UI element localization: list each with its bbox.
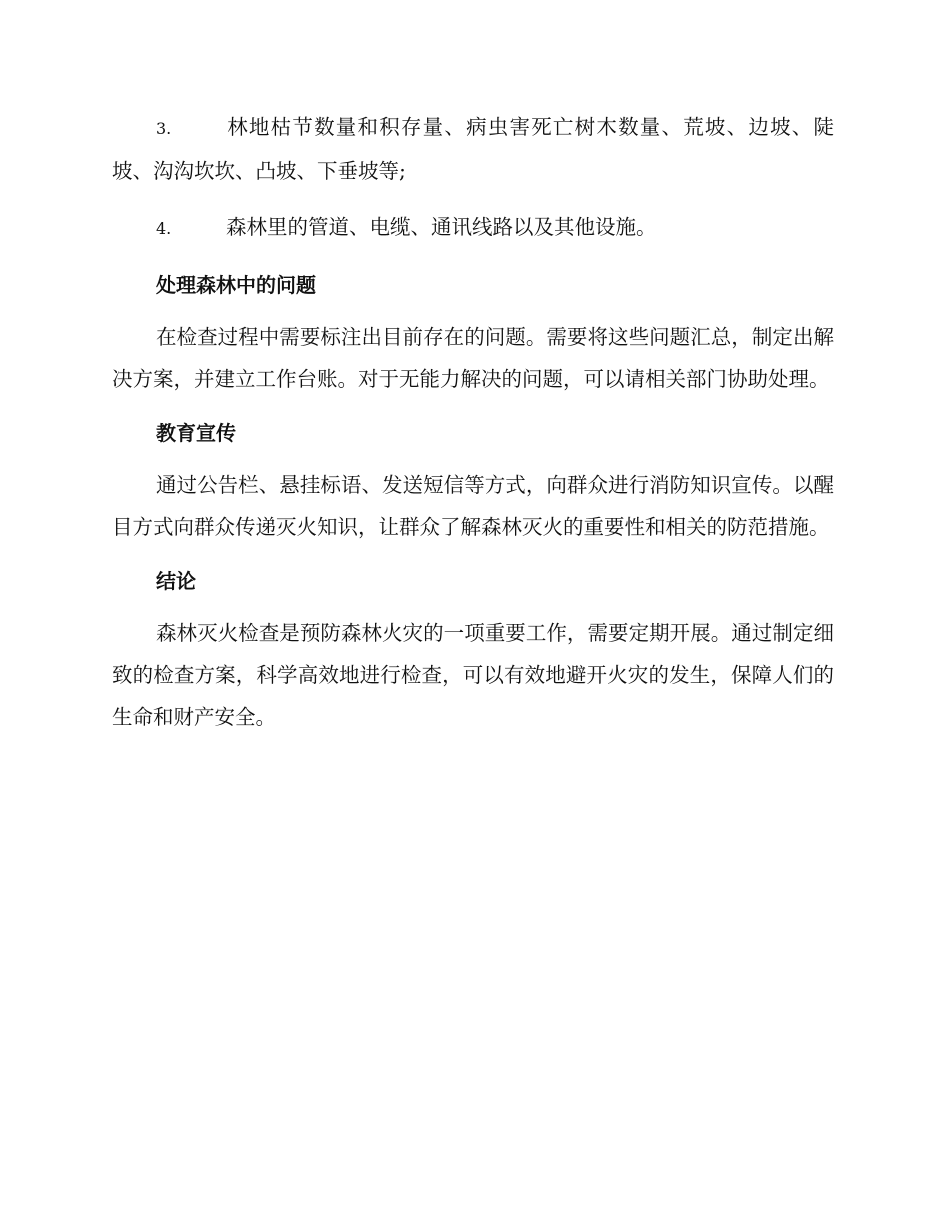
list-number: 3. — [156, 119, 172, 138]
section-heading-problems: 处理森林中的问题 — [156, 273, 316, 297]
section-paragraph-conclusion: 森林灭火检查是预防森林火灾的一项重要工作，需要定期开展。通过制定细致的检查方案，科学高效地进行检查，可以有效地避开火灾的发生，保障人们的生命和财产安全。 — [112, 621, 834, 729]
section-paragraph-education: 通过公告栏、悬挂标语、发送短信等方式，向群众进行消防知识宣传。以醒目方式向群众传递灭火知识，让群众了解森林灭火的重要性和相关的防范措施。 — [112, 473, 834, 539]
list-item — [112, 206, 834, 250]
list-text: 林地枯节数量和积存量、病虫害死亡树木数量、荒坡、边坡、陡坡、沟沟坎坎、凸坡、下垂坡等; — [112, 115, 834, 183]
list-number: 4. — [156, 219, 172, 238]
list-text: 森林里的管道、电缆、通讯线路以及其他设施。 — [226, 215, 657, 239]
document-page — [112, 106, 834, 750]
section-paragraph-problems: 在检查过程中需要标注出目前存在的问题。需要将这些问题汇总，制定出解决方案，并建立工作台账。对于无能力解决的问题，可以请相关部门协助处理。 — [112, 325, 834, 391]
list-item — [112, 106, 834, 192]
section-heading-conclusion: 结论 — [156, 569, 196, 593]
section-heading-education: 教育宣传 — [156, 421, 236, 445]
